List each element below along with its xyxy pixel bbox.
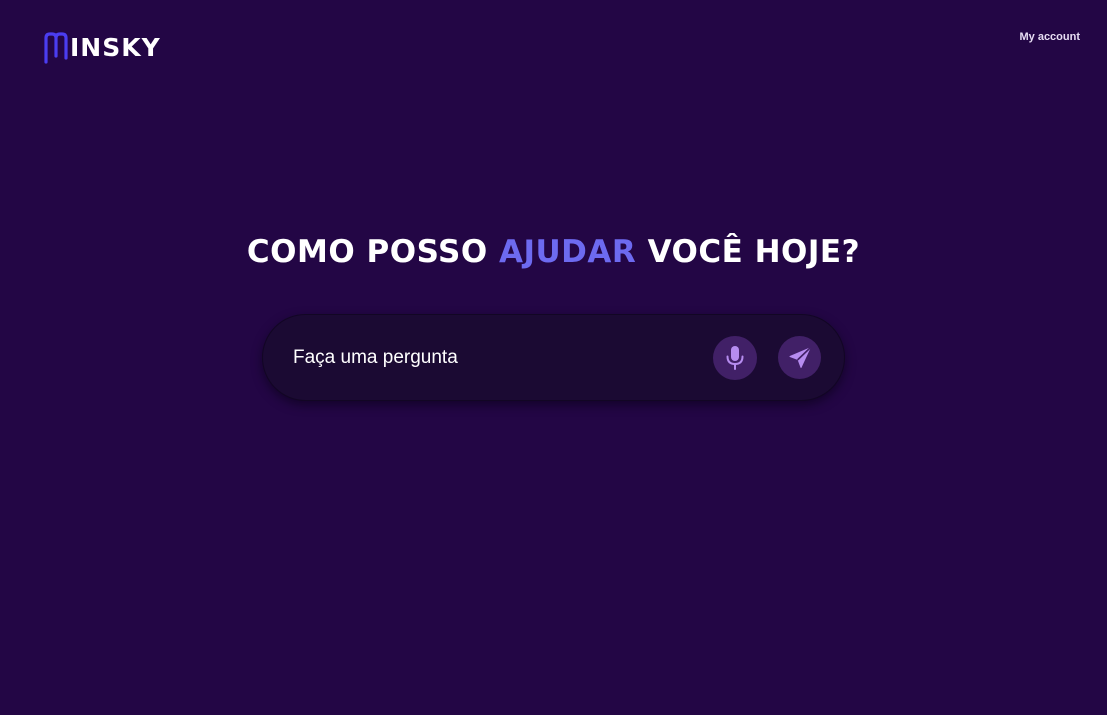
title-accent-word: AJUDAR — [498, 234, 637, 270]
title-text-end: VOCÊ HOJE? — [636, 234, 861, 270]
voice-input-button[interactable] — [713, 336, 757, 380]
brand-name: INSKY — [70, 33, 161, 62]
my-account-link[interactable]: My account — [1019, 31, 1080, 43]
logo[interactable] — [43, 30, 161, 64]
question-input[interactable] — [293, 337, 693, 379]
paper-plane-send-icon — [788, 346, 812, 370]
question-search-box — [262, 314, 845, 401]
microphone-icon — [724, 345, 746, 371]
page-title — [0, 234, 1107, 270]
title-text-start: COMO POSSO — [246, 234, 499, 270]
minsky-m-logo-icon — [43, 30, 71, 64]
send-button[interactable] — [778, 336, 821, 379]
